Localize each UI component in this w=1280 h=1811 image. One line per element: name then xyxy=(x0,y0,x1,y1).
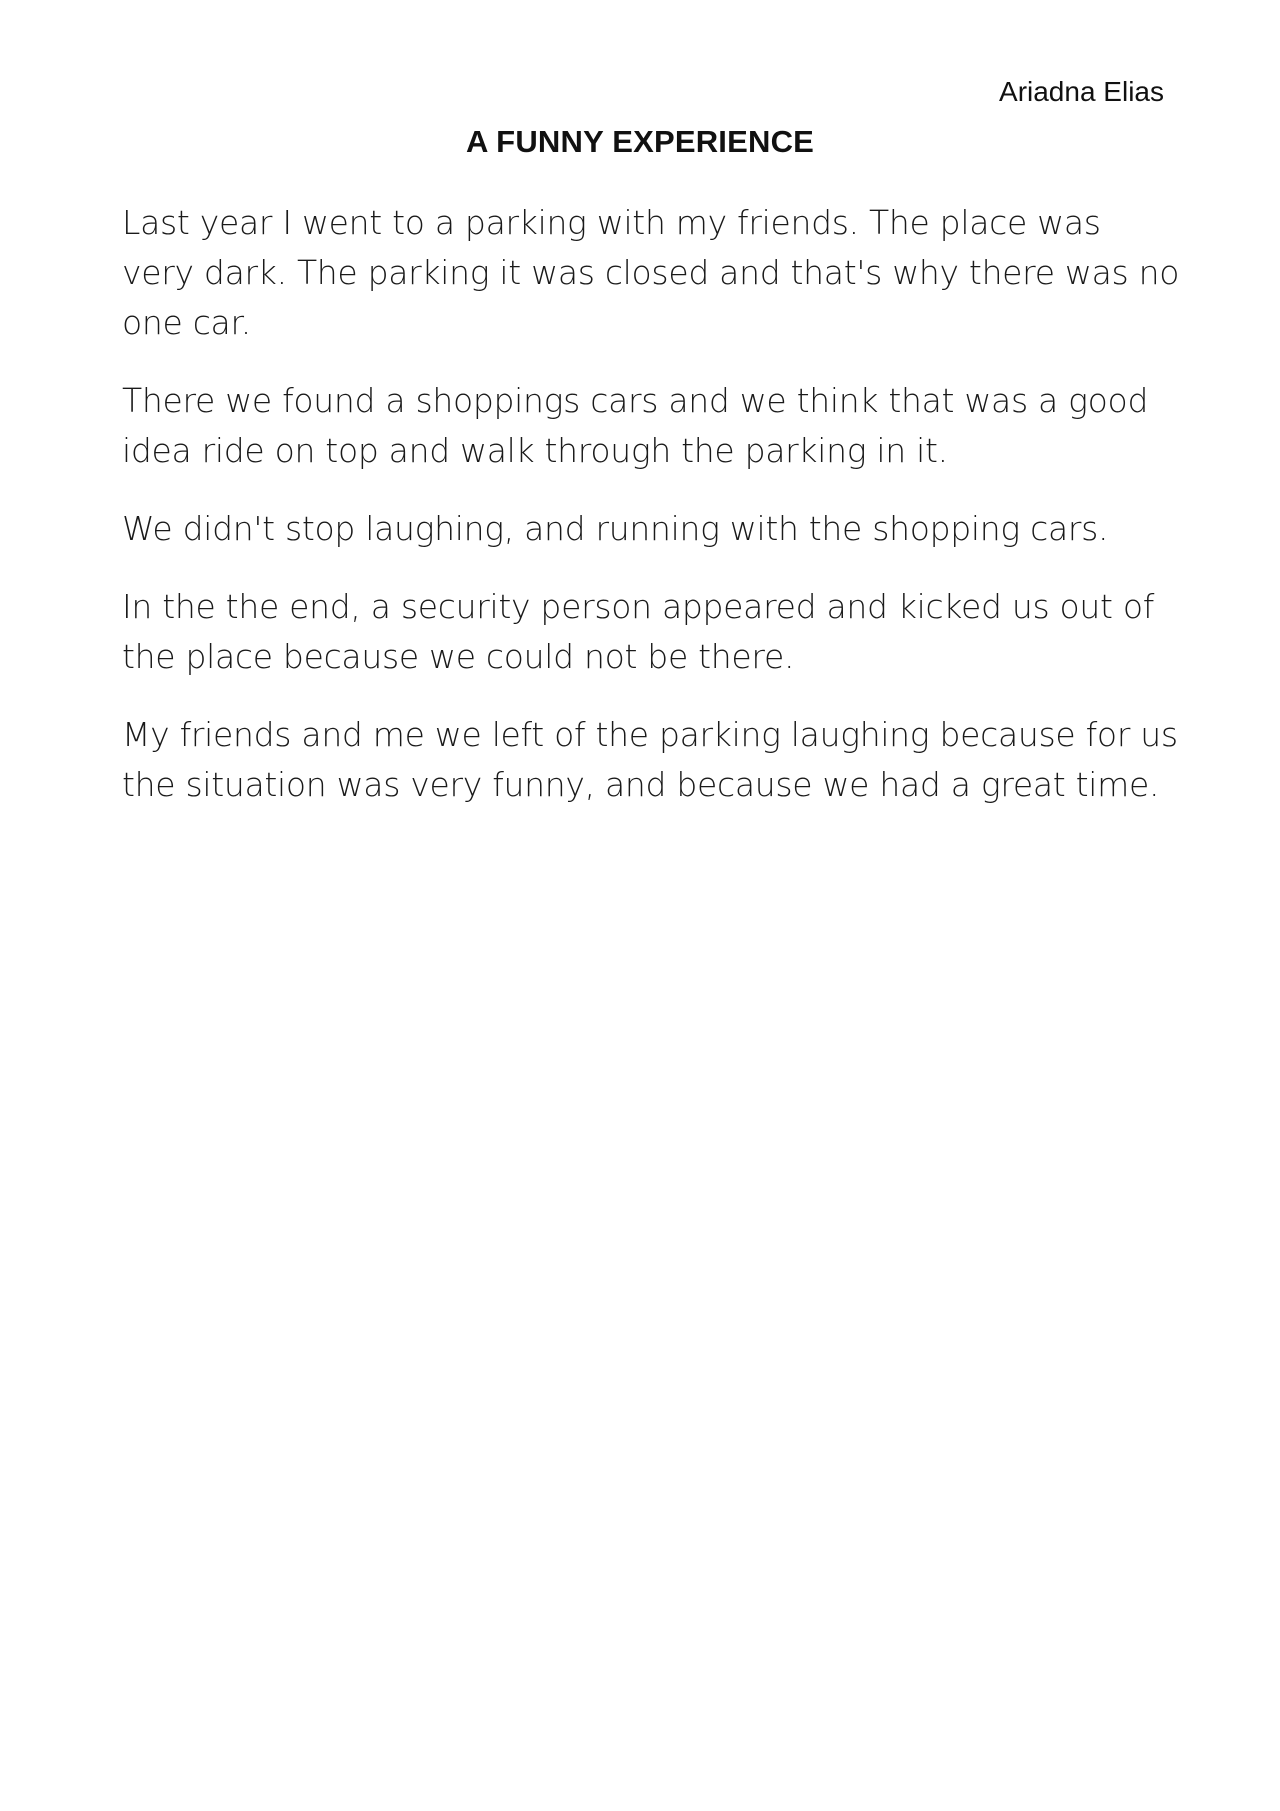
paragraph-3: We didn't stop laughing, and running with the shopping cars. xyxy=(122,509,1109,548)
paragraph-1: Last year I went to a parking with my friends. The place was very dark. The parking it was closed and that's why there was no one car. xyxy=(122,203,1180,342)
document-body xyxy=(122,198,1182,838)
paragraph-5: My friends and me we left of the parking laughing because for us the situation was very funny, and because we had a great time. xyxy=(122,715,1178,804)
document-title: A FUNNY EXPERIENCE xyxy=(465,124,815,159)
author-name: Ariadna Elias xyxy=(999,76,1164,107)
paragraph-2: There we found a shoppings cars and we think that was a good idea ride on top and walk through the parking in it. xyxy=(122,381,1149,470)
paragraph-4: In the the end, a security person appeared and kicked us out of the place because we could not be there. xyxy=(122,587,1155,676)
